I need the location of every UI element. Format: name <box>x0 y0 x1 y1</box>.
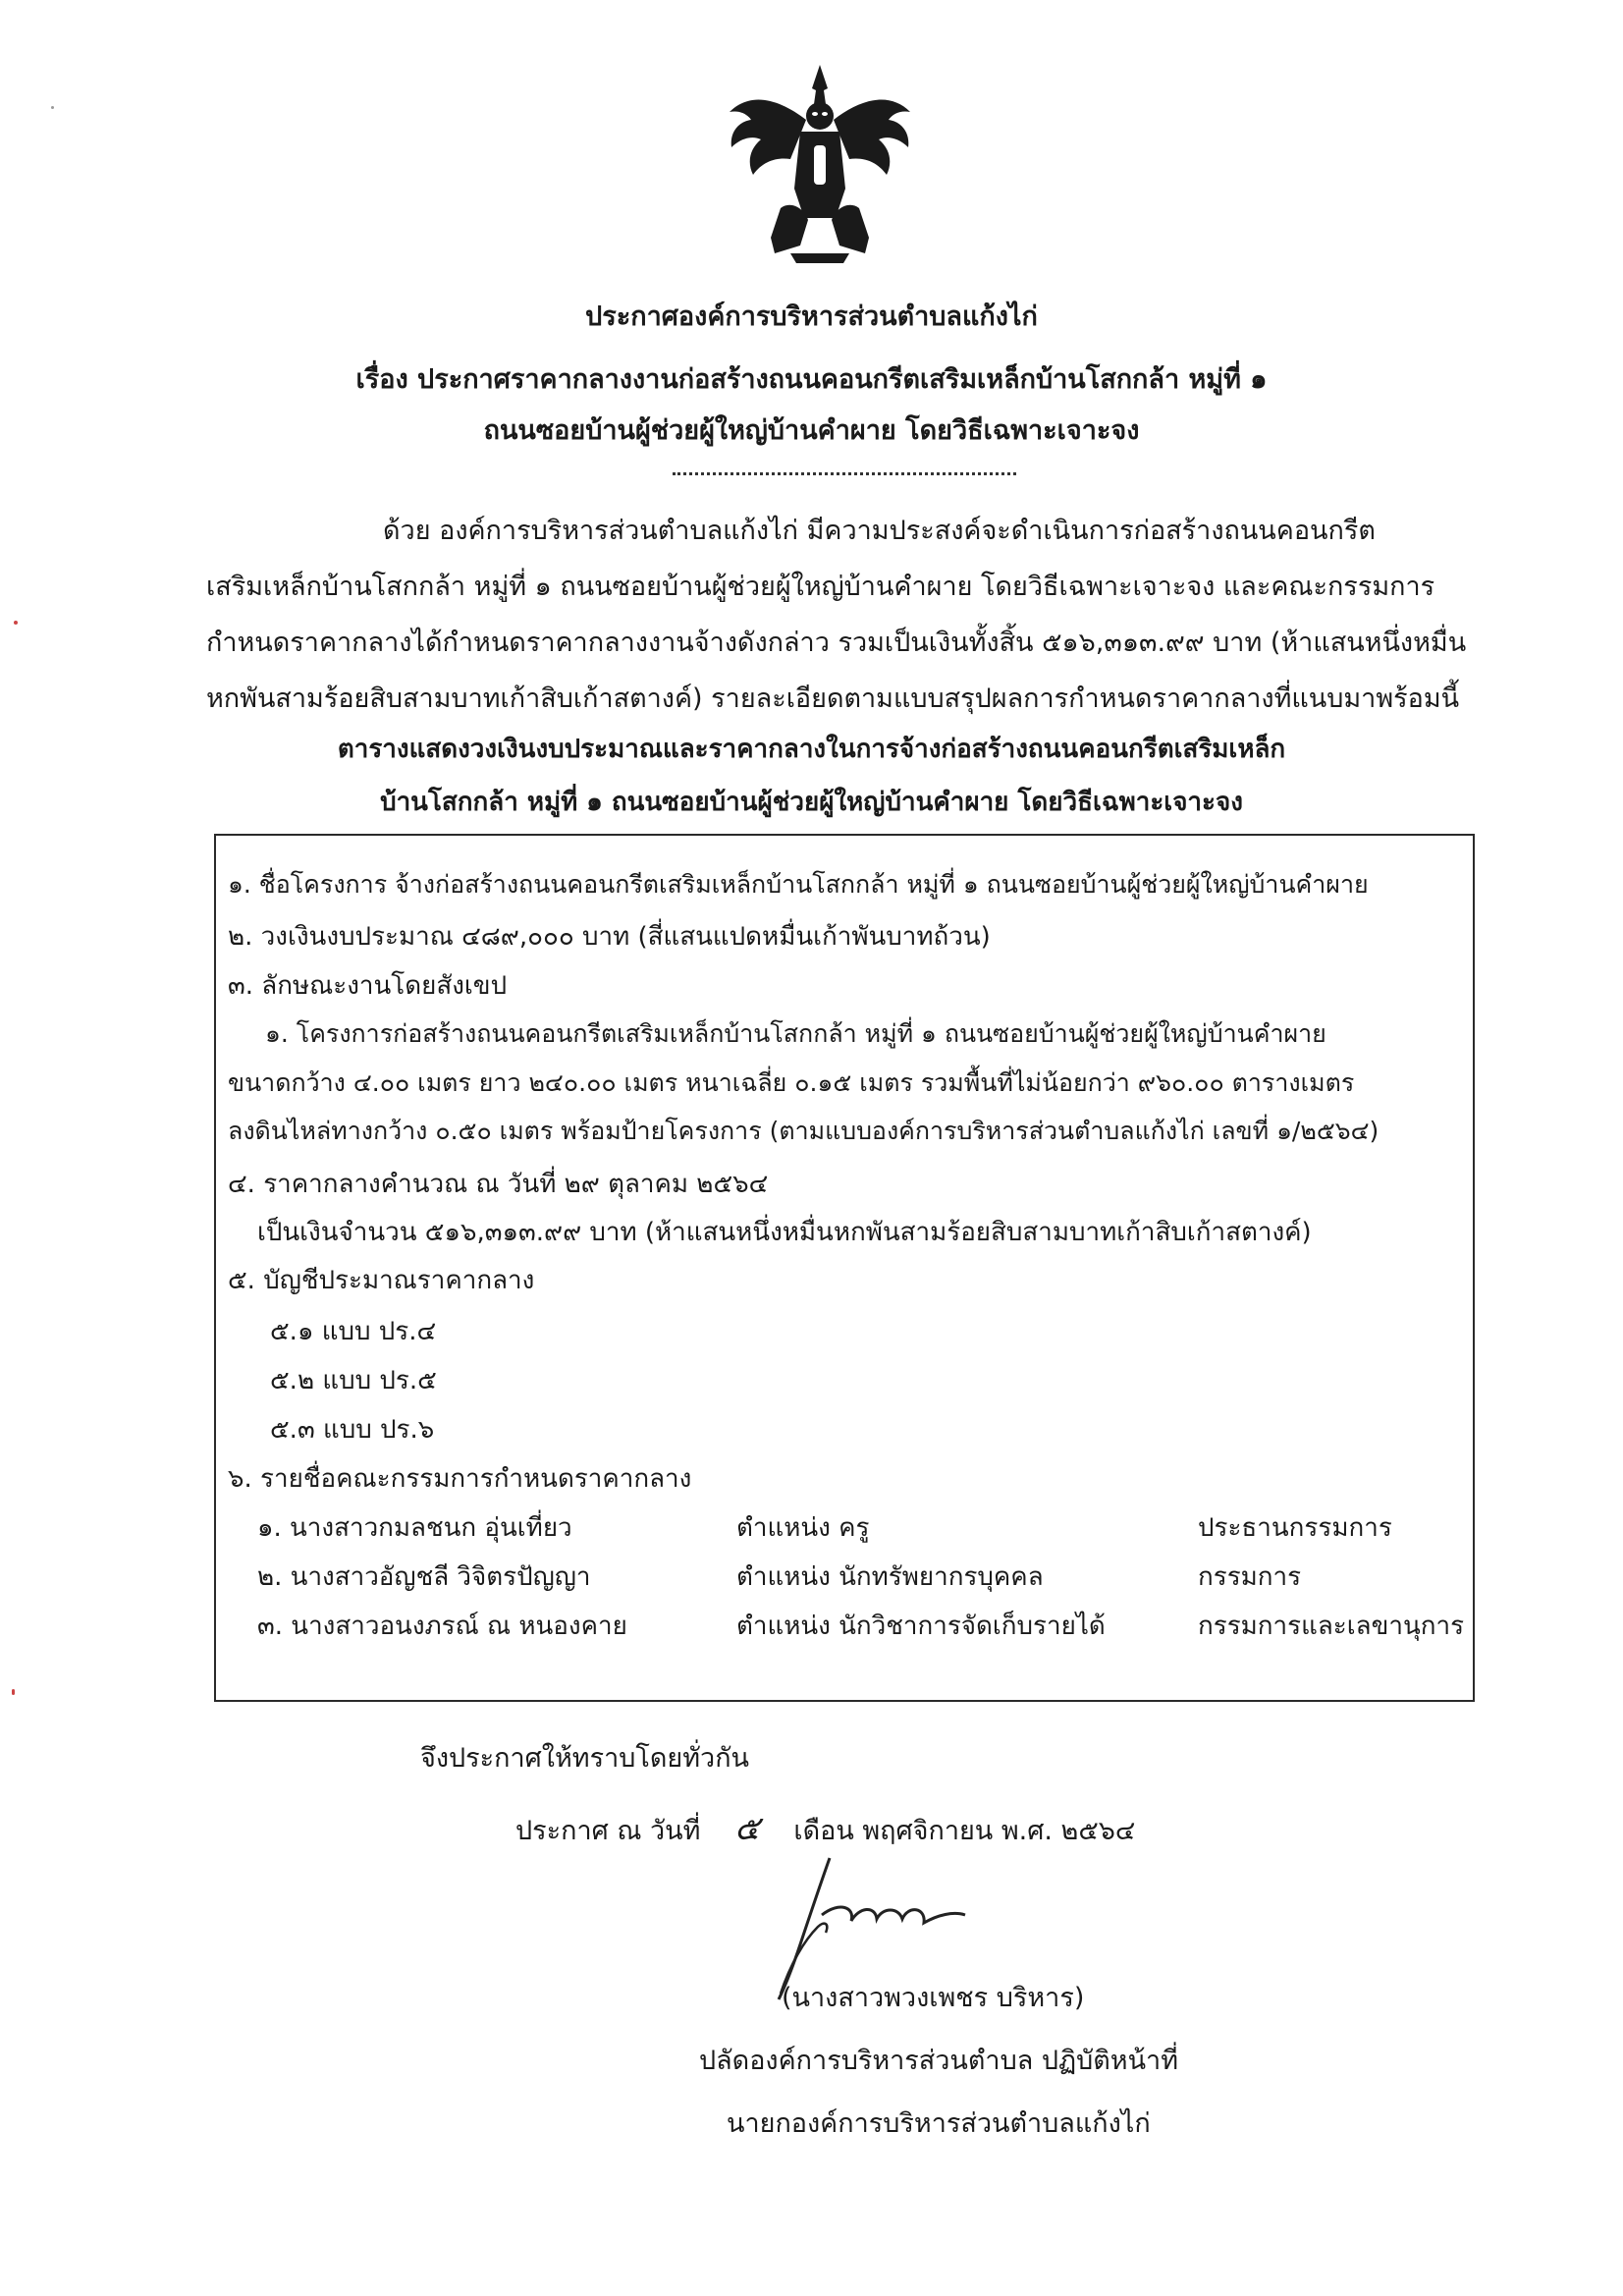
work-summary-line: ขนาดกว้าง ๔.๐๐ เมตร ยาว ๒๔๐.๐๐ เมตร หนาเฉลี่ย ๐.๑๕ เมตร รวมพื้นที่ไม่น้อยกว่า ๙๖๐.๐๐ ตารางเมตร <box>228 1068 1355 1097</box>
work-summary-heading: ๓. ลักษณะงานโดยสังเขป <box>228 971 508 1001</box>
form-item: ๕.๓ แบบ ปร.๖ <box>270 1415 435 1445</box>
median-price-date-item: ๔. ราคากลางคำนวณ ณ วันที่ ๒๙ ตุลาคม ๒๕๖๔ <box>228 1170 769 1199</box>
committee-member-name: ๒. นางสาวอัญชลี วิจิตรปัญญา <box>257 1562 591 1592</box>
work-summary-line: ๑. โครงการก่อสร้างถนนคอนกรีตเสริมเหล็กบ้านโสกกล้า หมู่ที่ ๑ ถนนซอยบ้านผู้ช่วยผู้ใหญ่บ้านคำผาย <box>265 1019 1326 1048</box>
intro-line: กำหนดราคากลางได้กำหนดราคากลางงานจ้างดังกล่าว รวมเป็นเงินทั้งสิ้น ๕๑๖,๓๑๓.๙๙ บาท (ห้าแสนหนึ่งหมื่น <box>206 628 1467 658</box>
intro-paragraph <box>206 503 1492 727</box>
committee-heading: ๖. รายชื่อคณะกรรมการกำหนดราคากลาง <box>228 1464 692 1494</box>
committee-member-position: ตำแหน่ง ครู <box>736 1513 870 1543</box>
date-day: ๕ <box>734 1809 760 1848</box>
median-price-amount: เป็นเงินจำนวน ๕๑๖,๓๑๓.๙๙ บาท (ห้าแสนหนึ่งหมื่นหกพันสามร้อยสิบสามบาทเก้าสิบเก้าสตางค์) <box>257 1218 1312 1247</box>
work-summary-line: ลงดินไหล่ทางกว้าง ๐.๕๐ เมตร พร้อมป้ายโครงการ (ตามแบบองค์การบริหารส่วนตำบลแก้งไก่ เลขที่ ๑/๒๕๖๔) <box>228 1117 1380 1145</box>
title-divider <box>673 472 1016 475</box>
table-title-line-2: บ้านโสกกล้า หมู่ที่ ๑ ถนนซอยบ้านผู้ช่วยผู้ใหญ่บ้านคำผาย โดยวิธีเฉพาะเจาะจง <box>380 788 1243 817</box>
committee-member-position: ตำแหน่ง นักวิชาการจัดเก็บรายได้ <box>736 1612 1106 1641</box>
committee-member-name: ๓. นางสาวอนงภรณ์ ณ หนองคาย <box>257 1612 627 1641</box>
committee-member-role: กรรมการ <box>1198 1562 1302 1592</box>
page-title: ประกาศองค์การบริหารส่วนตำบลแก้งไก่ <box>585 301 1038 332</box>
subject-line-1: เรื่อง ประกาศราคากลางงานก่อสร้างถนนคอนกรีตเสริมเหล็กบ้านโสกกล้า หมู่ที่ ๑ <box>355 364 1268 395</box>
scan-speck <box>12 1689 15 1695</box>
table-title-line-1: ตารางแสดงวงเงินงบประมาณและราคากลางในการจ้างก่อสร้างถนนคอนกรีตเสริมเหล็ก <box>337 735 1286 764</box>
garuda-emblem-drawing <box>722 61 918 267</box>
date-suffix: เดือน พฤศจิกายน พ.ศ. ๒๕๖๔ <box>793 1816 1136 1846</box>
form-item: ๕.๒ แบบ ปร.๕ <box>270 1366 437 1395</box>
committee-member-position: ตำแหน่ง นักทรัพยากรบุคคล <box>736 1562 1044 1592</box>
form-item: ๕.๑ แบบ ปร.๔ <box>270 1317 437 1346</box>
scan-speck <box>51 106 54 109</box>
garuda-emblem <box>722 61 918 267</box>
price-estimate-heading: ๕. บัญชีประมาณราคากลาง <box>228 1266 535 1295</box>
budget-item: ๒. วงเงินงบประมาณ ๔๘๙,๐๐๐ บาท (สี่แสนแปดหมื่นเก้าพันบาทถ้วน) <box>228 922 991 952</box>
intro-line: ด้วย องค์การบริหารส่วนตำบลแก้งไก่ มีความประสงค์จะดำเนินการก่อสร้างถนนคอนกรีต <box>383 516 1376 546</box>
signer-title-line-1: ปลัดองค์การบริหารส่วนตำบล ปฏิบัติหน้าที่ <box>699 2046 1179 2076</box>
signer-name: (นางสาวพวงเพชร บริหาร) <box>782 1983 1085 2013</box>
project-details-box <box>214 834 1475 1702</box>
committee-member-role: กรรมการและเลขานุการ <box>1198 1612 1465 1641</box>
committee-member-role: ประธานกรรมการ <box>1198 1513 1392 1543</box>
date-prefix: ประกาศ ณ วันที่ <box>515 1816 701 1846</box>
committee-member-name: ๑. นางสาวกมลชนก อุ่นเที่ยว <box>257 1513 572 1543</box>
intro-line: หกพันสามร้อยสิบสามบาทเก้าสิบเก้าสตางค์) รายละเอียดตามแบบสรุปผลการกำหนดราคากลางที่แนบมาพร้อมนี้ <box>206 683 1460 714</box>
project-name-item: ๑. ชื่อโครงการ จ้างก่อสร้างถนนคอนกรีตเสริมเหล็กบ้านโสกกล้า หมู่ที่ ๑ ถนนซอยบ้านผู้ช่วยผู้ใหญ่บ้านคำผาย <box>228 870 1369 899</box>
signer-title-line-2: นายกองค์การบริหารส่วนตำบลแก้งไก่ <box>727 2108 1151 2139</box>
intro-line: เสริมเหล็กบ้านโสกกล้า หมู่ที่ ๑ ถนนซอยบ้านผู้ช่วยผู้ใหญ่บ้านคำผาย โดยวิธีเฉพาะเจาะจง และคณะกรรมการ <box>206 572 1435 602</box>
subject-line-2: ถนนซอยบ้านผู้ช่วยผู้ใหญ่บ้านคำผาย โดยวิธีเฉพาะเจาะจง <box>483 415 1140 446</box>
scan-speck <box>14 621 18 625</box>
announcement-statement: จึงประกาศให้ทราบโดยทั่วกัน <box>420 1743 749 1774</box>
